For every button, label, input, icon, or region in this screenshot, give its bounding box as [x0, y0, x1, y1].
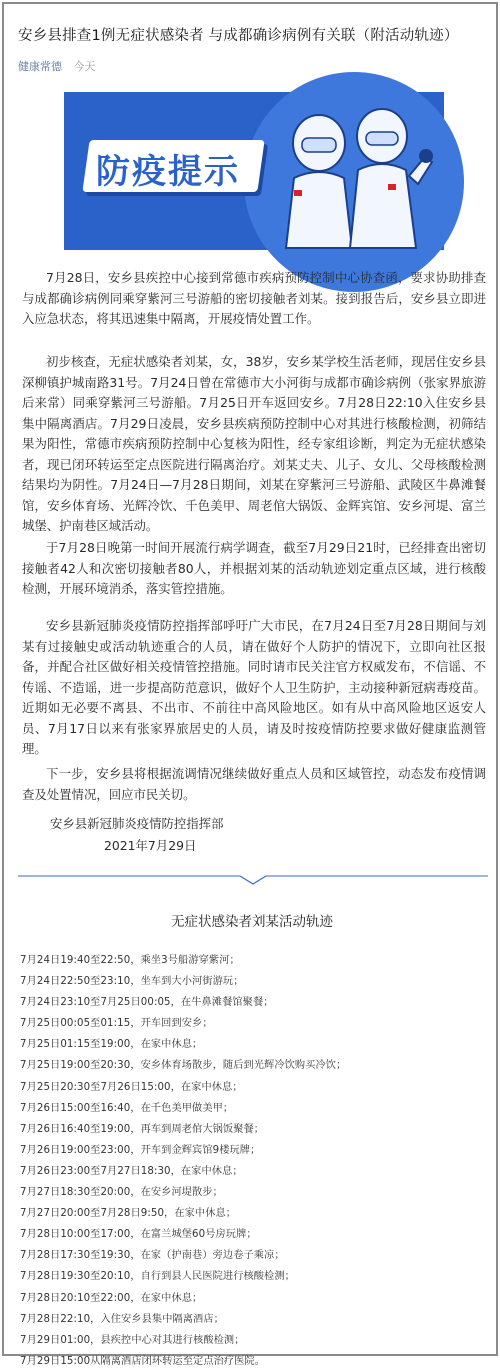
article-meta — [18, 58, 96, 74]
article-title: 安乡县排查1例无症状感染者 与成都确诊病例有关联（附活动轨迹） — [18, 28, 459, 44]
paragraph-1: 7月28日，安乡县疾控中心接到常德市疾病预防控制中心协查函，要求协助排查与成都确诊病例同乘穿紫河三号游船的密切接触者刘某。接到报告后，安乡县立即进入应急状态，将其迅速集中隔离，开展疫情处置工作。 — [22, 270, 486, 326]
section-divider — [18, 872, 488, 886]
publish-time: 今天 — [73, 60, 96, 73]
flag-icon — [294, 190, 302, 196]
paragraph-3: 于7月28日晚第一时间开展流行病学调查，截至7月29日21时，已经排查出密切接触者42人和次密切接触者80人，并根据刘某的活动轨迹划定重点区域，进行核酸检测，开展环境消杀，落实管控措施。 — [22, 540, 486, 596]
trajectory-item: 7月24日23:10至7月25日00:05，在牛鼻滩餐馆聚餐； — [20, 997, 274, 1009]
banner-text: 防疫提示 — [96, 152, 240, 192]
paragraph-2: 初步核查，无症状感染者刘某，女，38岁，安乡某学校生活老师，现居住安乡县深柳镇护城南路31号。7月24日曾在常德市大小河街与成都市确诊病例（张家界旅游后来常）同乘穿紫河三号游船。7月25日开车返回安乡。7月28日22:10入住安乡县集中隔离酒店。7月29日凌晨，安乡县疾病预防控制中心对其进行核酸检测，初筛结果为阳性，常德市疾病预防控制中心复核为阳性，经专家组诊断，判定为无症状感染者，现已闭环转运至定点医院进行隔离治疗。刘某丈夫、儿子、女儿、父母核酸检测结果均为阴性。7月24日—7月28日期间，刘某在穿紫河三号游船、武陵区牛鼻滩餐馆，安乡体育场、光辉冷饮、千色美甲、周老倌大锅饭、金辉宾馆、安乡河堤、富兰城堡、护南巷区域活动。 — [22, 354, 486, 533]
trajectory-item: 7月24日19:40至22:50，乘坐3号船游穿紫河； — [20, 955, 240, 966]
epidemic-banner-image — [64, 92, 444, 250]
trajectory-item: 7月29日01:00，县疾控中心对其进行核酸检测； — [20, 1334, 245, 1346]
trajectory-item: 7月25日20:30至7月26日15:00，在家中休息； — [20, 1081, 243, 1093]
trajectory-item: 7月27日18:30至20:00，在安乡河堤散步； — [20, 1187, 223, 1199]
trajectory-item: 7月28日10:00至17:00，在富兰城堡60号房玩牌； — [20, 1229, 257, 1241]
article-frame — [2, 2, 498, 1367]
paragraph-5: 下一步，安乡县将根据流调情况继续做好重点人员和区域管控，动态发布疫情调查及处置情况，回应市民关切。 — [22, 766, 486, 802]
trajectory-list — [20, 950, 488, 1372]
trajectory-item: 7月26日23:00至7月27日18:30，在家中休息； — [20, 1165, 243, 1177]
trajectory-item: 7月27日20:00至7月28日9:50，在家中休息； — [20, 1208, 237, 1220]
paragraph-4: 安乡县新冠肺炎疫情防控指挥部呼吁广大市民，在7月24日至7月28日期间与刘某有过接触史或活动轨迹重合的人员，请在做好个人防护的情况下，立即向社区报备，并配合社区做好相关疫情管控措施。同时请市民关注官方权威发布，不信谣、不传谣、不造谣，进一步提高防范意识，做好个人卫生防护，主动接种新冠病毒疫苗。近期如无必要不离县、不出市、不前往中高风险地区。如有从中高风险地区返安人员、7月17日以来有张家界旅居史的人员，请及时按疫情防控要求做好健康监测管理。 — [22, 618, 486, 756]
signature-org: 安乡县新冠肺炎疫情防控指挥部 — [50, 816, 224, 831]
trajectory-item: 7月26日15:00至16:40，在千色美甲做美甲； — [20, 1102, 234, 1114]
trajectory-item: 7月28日20:10至22:00，在家中休息； — [20, 1292, 203, 1304]
trajectory-item: 7月25日19:00至20:30，安乡体育场散步，随后到光辉冷饮购买冷饮； — [20, 1060, 347, 1072]
signature-date: 2021年7月29日 — [104, 838, 197, 853]
trajectory-item: 7月28日22:10，入住安乡县集中隔离酒店； — [20, 1313, 224, 1325]
medical-workers-illustration — [264, 98, 434, 248]
trajectory-item: 7月26日19:00至23:00，开车到金辉宾馆9楼玩牌； — [20, 1144, 261, 1156]
trajectory-item: 7月24日22:50至23:10，坐车到大小河街游玩； — [20, 976, 244, 988]
trajectory-item: 7月28日17:30至19:30，在家（护南巷）旁边卷子乘凉； — [20, 1250, 285, 1262]
trajectory-item: 7月25日00:05至01:15，开车回到安乡； — [20, 1018, 213, 1030]
trajectory-item: 7月28日19:30至20:10，自行到县人民医院进行核酸检测； — [20, 1271, 295, 1283]
trajectory-item: 7月26日16:40至19:00，再车到周老倌大锅饭聚餐； — [20, 1123, 265, 1135]
trajectory-item: 7月25日01:15至19:00，在家中休息； — [20, 1039, 203, 1051]
trajectory-heading: 无症状感染者刘某活动轨迹 — [171, 914, 333, 930]
author-link[interactable]: 健康常德 — [18, 60, 62, 73]
trajectory-item: 7月29日15:00从隔离酒店闭环转运至定点治疗医院。 — [20, 1355, 266, 1367]
